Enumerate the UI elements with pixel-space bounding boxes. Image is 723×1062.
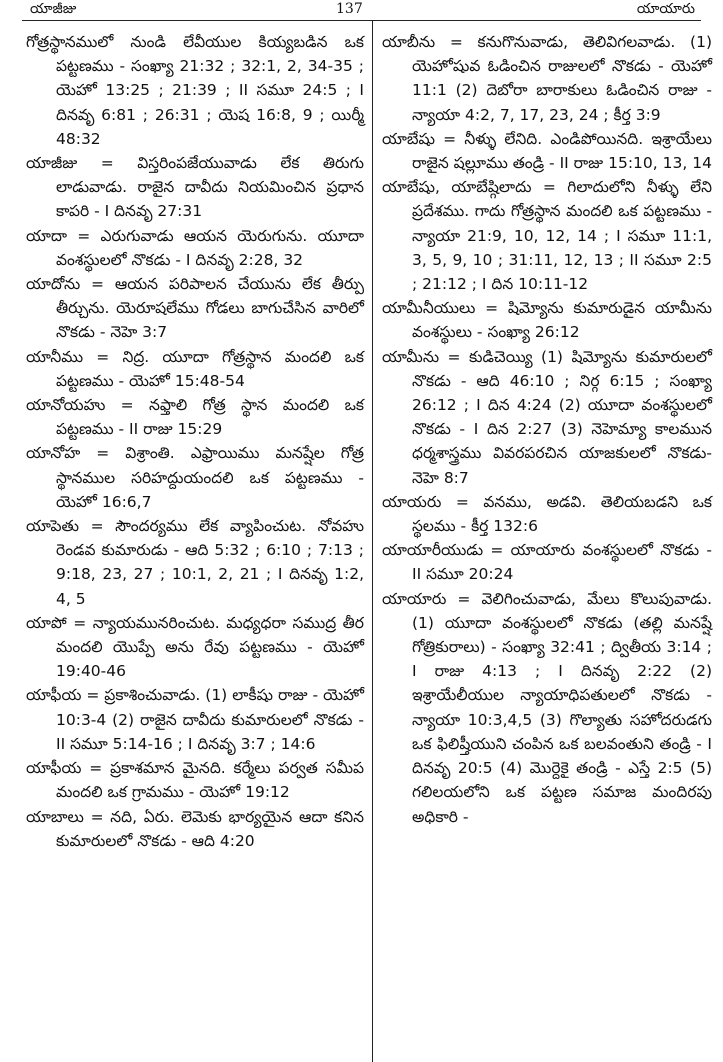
page-header [0,0,723,20]
entry: యాఫీయ = ప్రకాశించువాడు. (1) లాకీషు రాజు - యెహో 10:3-4 (2) రాజైన దావీదు కుమారులలో నొకడు - II సమూ 5:14-16 ; I దినవృ 3:7 ; 14:6 [26,686,364,753]
entry: యానోహ = విశ్రాంతి. ఎఫ్రాయిము మనష్షేల గోత్ర స్థానముల సరిహద్దుయందలి ఒక పట్టణము - యెహో 16:6,7 [26,444,364,511]
entry: యానోయహు = నఫ్తాలి గోత్ర స్థాన మందలి ఒక పట్టణము - II రాజు 15:29 [26,396,364,439]
entry: యాబీను = కనుగొనువాడు, తెలివిగలవాడు. (1) యెహోషువ ఓడించిన రాజులలో నొకడు - యెహో 11:1 (2) దెబోరా బారాకులు ఓడించిన రాజు - న్యాయా 4:2, 7, 17, 23, 24 ; కీర్త 3:9 [382,33,712,124]
entry: యాబేషు = నీళ్ళు లేనిది. ఎండిపోయినది. ఇశ్రాయేలు రాజైన షల్లూము తండ్రి - II రాజు 15:10, 13, 14 [382,129,712,173]
header-left-guideword: యాజీజు [30,1,77,17]
entry: యాబేషు, యాబేష్గిలాదు = గిలాదులోని నీళ్ళు లేని ప్రదేశము. గాదు గోత్రస్థాన మందలి ఒక పట్టణము - న్యాయా 21:9, 10, 12, 14 ; I సమూ 11:1, 3, 5, 9, 10 ; 31:11, 12, 13 ; II సమూ 2:5 ; 21:12 ; I దిన 10:11-12 [382,178,712,294]
entry: యాయారు = వెలిగించువాడు, మేలు కొలుపువాడు. (1) యూదా వంశస్థులలో నొకడు (తల్లి మనష్షే గోత్రికురాలు) - సంఖ్యా 32:41 ; ద్వితీయ 3:14 ; I రాజు 4:13 ; I దినవృ 2:22 (2) ఇశ్రాయేలీయుల న్యాయాధిపతులలో నొకడు - న్యాయా 10:3,4,5 (3) గొల్యాతు సహోదరుడగు ఒక ఫిలిష్తీయుని చంపిన ఒక బలవంతుని తండ్రి - I దినవృ 20:5 (4) మొర్దెకై తండ్రి - ఎస్తే 2:5 (5) గలిలయలోని ఒక పట్టణ సమాజ మందిరపు అధికారి - [382,589,712,826]
entry: యాపెతు = సౌందర్యము లేక వ్యాపించుట. నోవహు రెండవ కుమారుడు - ఆది 5:32 ; 6:10 ; 7:13 ; 9:18, 23, 27 ; 10:1, 2, 21 ; I దినవృ 1:2, 4, 5 [26,517,364,608]
entry: యాఫీయ = ప్రకాశమాన మైనది. కర్మేలు పర్వత సమీప మందలి ఒక గ్రామము - యెహో 19:12 [26,759,364,802]
header-right-guideword: యాయారు [636,1,695,17]
header-rule [22,20,701,21]
entry: యాబాలు = నది, ఏరు. లెమెకు భార్యయైన ఆదా కనిన కుమారులలో నొకడు - ఆది 4:20 [26,807,364,850]
entry: యాజీజు = విస్తరింపజేయువాడు లేక తిరుగు లాడువాడు. రాజైన దావీదు నియమించిన ప్రధాన కాపరి - I దినవృ 27:31 [26,154,364,221]
entry: యాదా = ఎరుగువాడు ఆయన యెరుగును. యూదా వంశస్థులలో నొకడు - I దినవృ 2:28, 32 [26,226,364,269]
column-divider [372,21,373,1062]
entry: యాయరు = వనము, అడవి. తెలియబడని ఒక స్థలము - కీర్త 132:6 [382,492,712,536]
entry: గోత్రస్థానములో నుండి లేవీయుల కియ్యబడిన ఒక పట్టణము - సంఖ్యా 21:32 ; 32:1, 2, 34-35 ; యెహో 13:25 ; 21:39 ; II సమూ 24:5 ; I దినవృ 6:81 ; 26:31 ; యెష 16:8, 9 ; యిర్మీ 48:32 [26,33,364,148]
entry: యానీము = నిద్ర. యూదా గోత్రస్థాన మందలి ఒక పట్టణము - యెహో 15:48-54 [26,347,364,390]
entry: యాదోను = ఆయన పరిపాలన చేయును లేక తీర్పు తీర్చును. యెరూషలేము గోడలు బాగుచేసిన వారిలో నొకడు - నెహె 3:7 [26,275,364,342]
page-number: 137 [336,1,363,17]
entry: యాపో = న్యాయమునరించుట. మధ్యధరా సముద్ర తీర మందలి యొప్పే అను రేవు పట్టణము - యెహో 19:40-46 [26,613,364,681]
entry: యామీనీయులు = షిమ్యోను కుమారుడైన యామీను వంశస్థులు - సంఖ్యా 26:12 [382,299,712,342]
left-column [26,30,364,853]
entry: యామీను = కుడిచెయ్యి (1) షిమ్యోను కుమారులలో నొకడు - ఆది 46:10 ; నిర్గ 6:15 ; సంఖ్యా 26:12 ; I దిన 4:24 (2) యూదా వంశస్థులలో నొకడు - I దిన 2:27 (3) నెహెమ్యా కాలమున ధర్మశాస్త్రము వివరపరచిన యాజకులలో నొకడు-నెహె 8:7 [382,347,712,487]
entry: యాయారీయుడు = యాయారు వంశస్థులలో నొకడు - II సమూ 20:24 [382,541,712,584]
right-column [382,30,712,829]
